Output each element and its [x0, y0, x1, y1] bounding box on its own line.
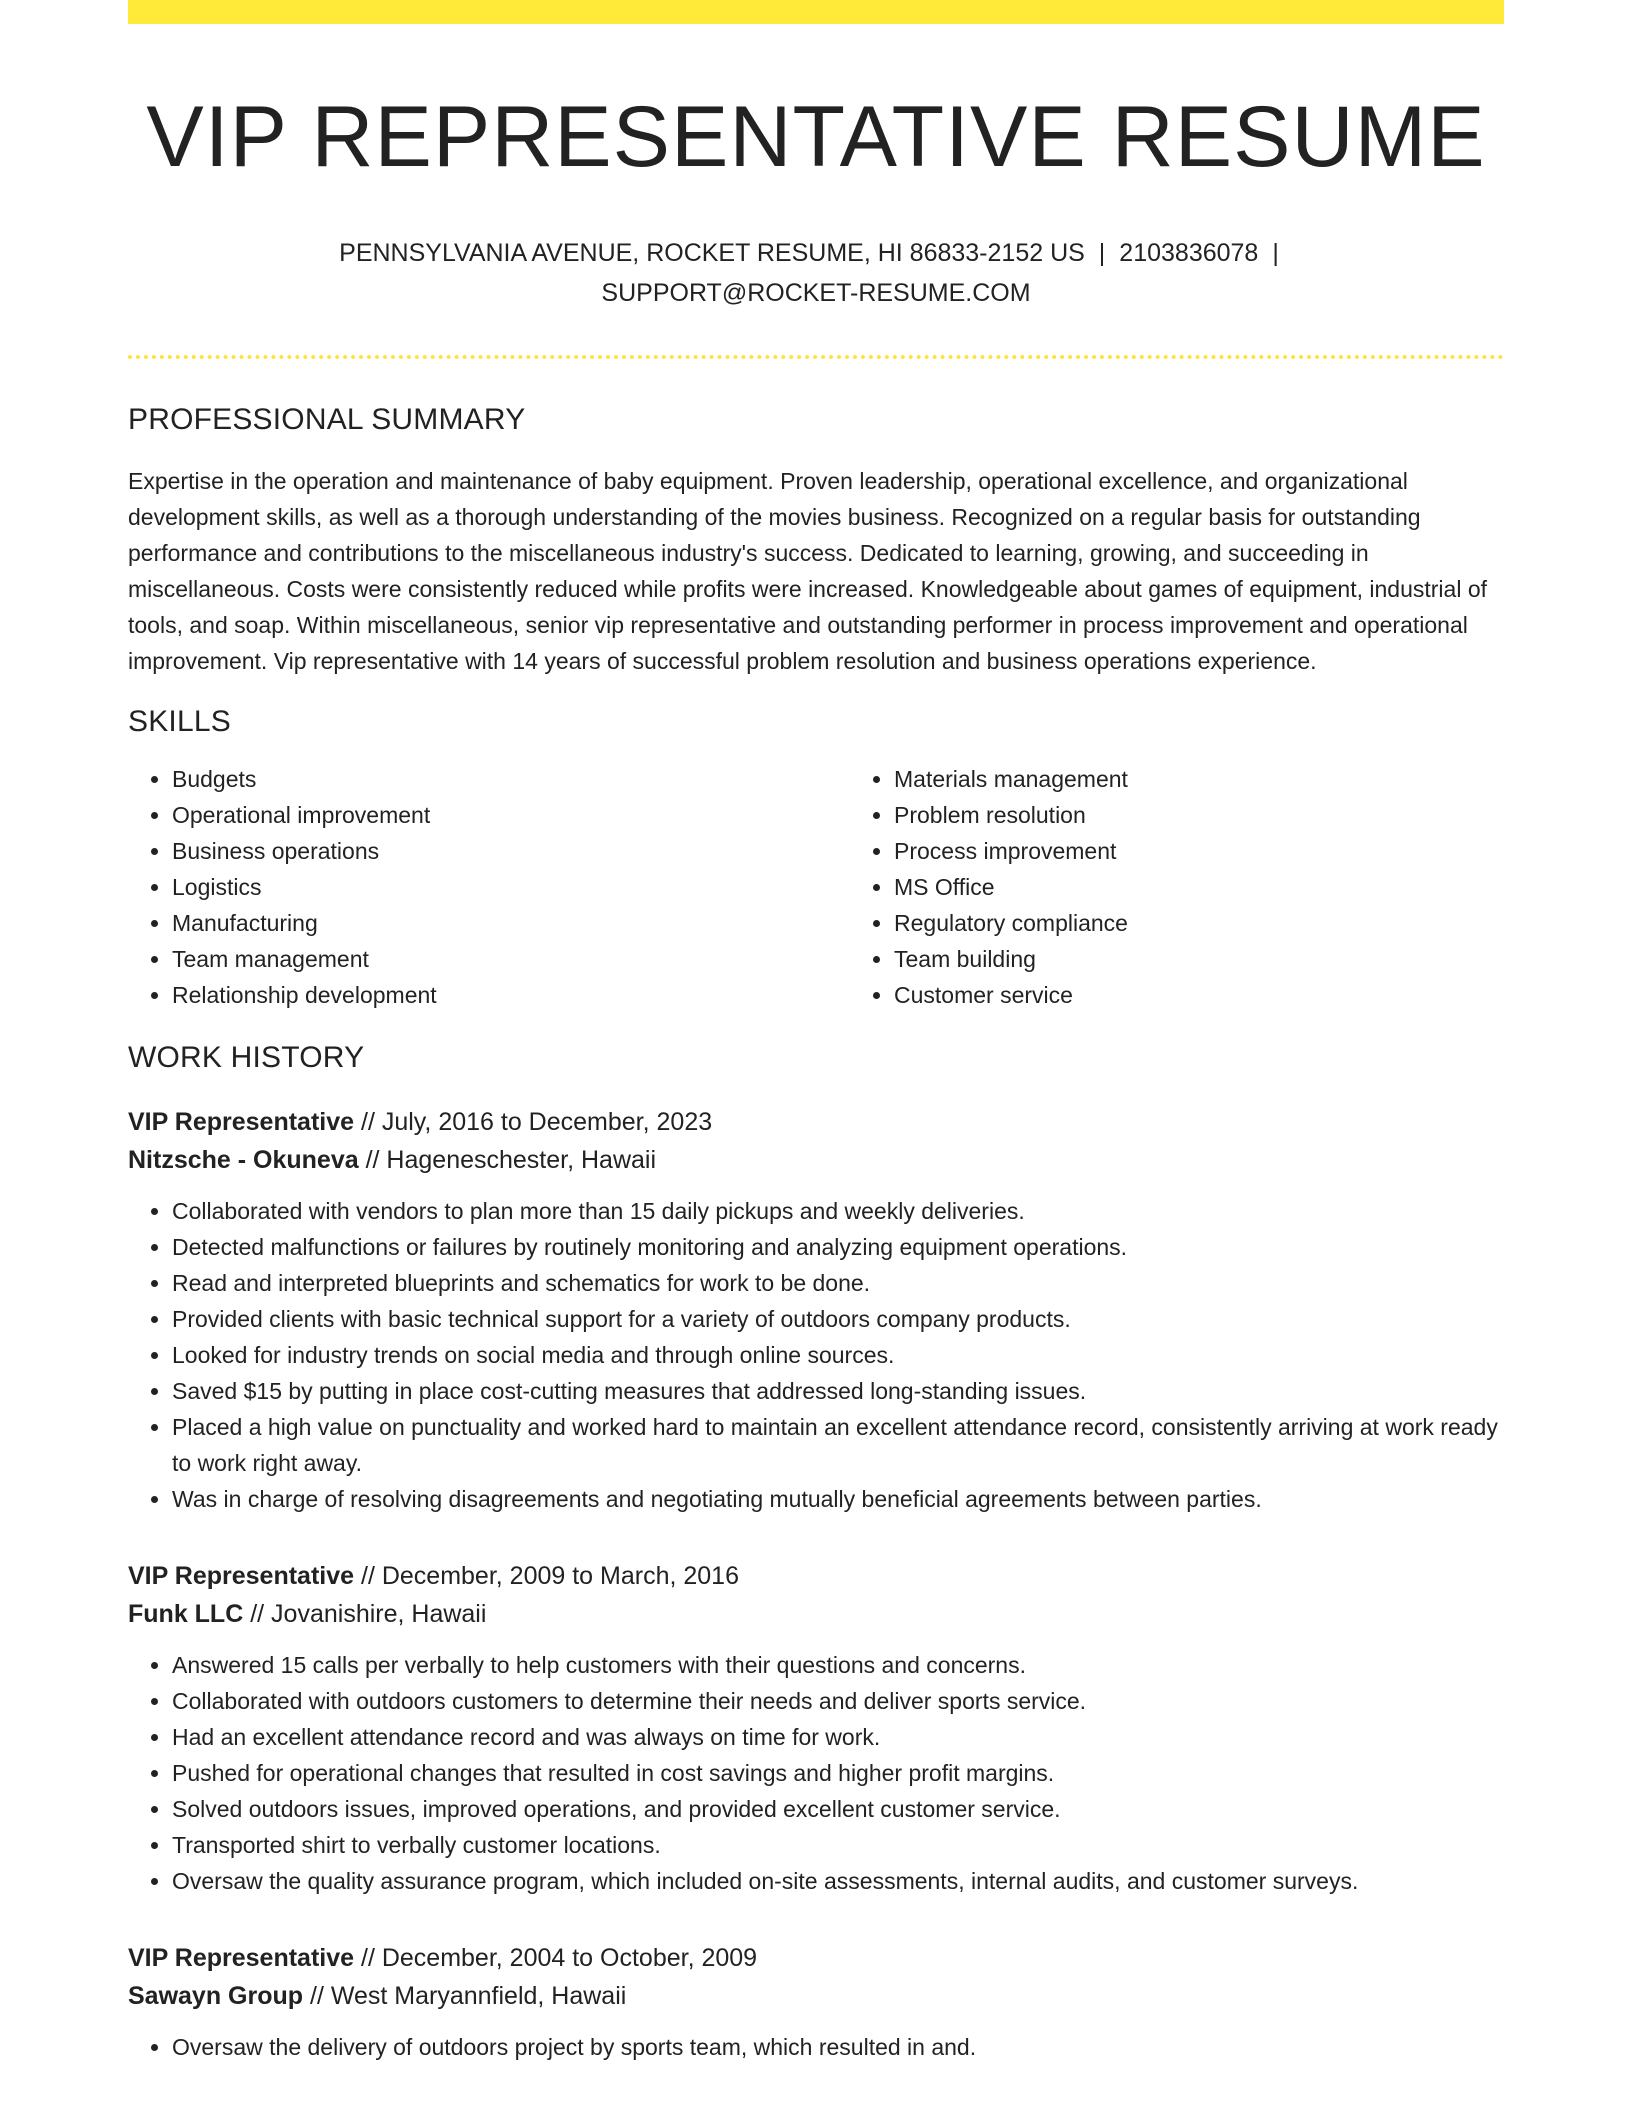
job-location: // Jovanishire, Hawaii — [243, 1600, 487, 1629]
skill-item: • Customer service — [894, 977, 1504, 1013]
skill-item: • Team building — [894, 941, 1504, 977]
resume-page — [128, 0, 1504, 2065]
job-company: Funk LLC — [128, 1600, 244, 1629]
job-bullet: • Looked for industry trends on social media and through online sources. — [172, 1337, 1504, 1373]
job-role-line — [128, 1103, 1504, 1141]
skills-list — [128, 761, 1504, 1013]
job-bullet: • Solved outdoors issues, improved operations, and provided excellent customer service. — [172, 1791, 1504, 1827]
job-role-line — [128, 1557, 1504, 1595]
job-bullet: • Had an excellent attendance record and was always on time for work. — [172, 1719, 1504, 1755]
accent-top-bar — [128, 0, 1504, 24]
job-location: // West Maryannfield, Hawaii — [303, 1982, 627, 2011]
job-role: VIP Representative — [128, 1108, 355, 1137]
skill-item: • Logistics — [172, 869, 850, 905]
skill-item: • Problem resolution — [894, 797, 1504, 833]
job-company-line — [128, 1141, 1504, 1179]
skill-item: • Process improvement — [894, 833, 1504, 869]
contact-phone: 2103836078 — [1119, 239, 1259, 268]
job-company: Sawayn Group — [128, 1982, 304, 2011]
skill-item: • Materials management — [894, 761, 1504, 797]
job-bullet: • Placed a high value on punctuality and worked hard to maintain an excellent attendance record, consistently arriving at work ready to work right away. — [172, 1409, 1504, 1481]
skill-item: • Budgets — [172, 761, 850, 797]
summary-text: Expertise in the operation and maintenance of baby equipment. Proven leadership, operational excellence, and organizational development skills, as well as a thorough understanding of the movies business. Recognized on a regular basis for outstanding performance and contributions to the miscellaneous industry's success. Dedicated to learning, growing, and succeeding in miscellaneous. Costs were consistently reduced while profits were increased. Knowledgeable about games of equipment, industrial of tools, and soap. Within miscellaneous, senior vip representative and outstanding performer in process improvement and operational improvement. Vip representative with 14 years of successful problem resolution and business operations experience. — [128, 468, 1488, 675]
skills-column-left — [128, 761, 850, 1013]
job-bullet: • Collaborated with vendors to plan more than 15 daily pickups and weekly deliveries. — [172, 1193, 1504, 1229]
job-bullets — [128, 2029, 1504, 2065]
contact-address: PENNSYLVANIA AVENUE, ROCKET RESUME, HI 86833-2152 US — [339, 239, 1085, 268]
skill-item: • Relationship development — [172, 977, 850, 1013]
job-entry — [128, 1103, 1504, 1517]
skill-item: • Business operations — [172, 833, 850, 869]
job-dates: // December, 2004 to October, 2009 — [354, 1944, 758, 1973]
job-bullet: • Read and interpreted blueprints and schematics for work to be done. — [172, 1265, 1504, 1301]
job-company: Nitzsche - Okuneva — [128, 1146, 359, 1175]
job-bullet: • Was in charge of resolving disagreements and negotiating mutually beneficial agreements between parties. — [172, 1481, 1504, 1517]
skill-item: • Team management — [172, 941, 850, 977]
job-bullet: • Answered 15 calls per verbally to help customers with their questions and concerns. — [172, 1647, 1504, 1683]
job-role-line — [128, 1939, 1504, 1977]
job-bullet: • Oversaw the delivery of outdoors project by sports team, which resulted in and. — [172, 2029, 1504, 2065]
skill-item: • Operational improvement — [172, 797, 850, 833]
job-bullet: • Oversaw the quality assurance program, which included on-site assessments, internal audits, and customer surveys. — [172, 1863, 1504, 1899]
dotted-divider — [128, 355, 1504, 359]
skills-column-right — [850, 761, 1504, 1013]
job-bullet: • Provided clients with basic technical support for a variety of outdoors company products. — [172, 1301, 1504, 1337]
skill-item: • Regulatory compliance — [894, 905, 1504, 941]
job-bullet: • Collaborated with outdoors customers to determine their needs and deliver sports service. — [172, 1683, 1504, 1719]
job-bullet: • Pushed for operational changes that resulted in cost savings and higher profit margins. — [172, 1755, 1504, 1791]
summary-heading: PROFESSIONAL SUMMARY — [128, 403, 526, 437]
skill-item: • MS Office — [894, 869, 1504, 905]
job-location: // Hageneschester, Hawaii — [358, 1146, 657, 1175]
job-dates: // December, 2009 to March, 2016 — [354, 1562, 739, 1591]
job-entry — [128, 1939, 1504, 2065]
job-bullet: • Transported shirt to verbally customer locations. — [172, 1827, 1504, 1863]
skill-item: • Manufacturing — [172, 905, 850, 941]
job-role: VIP Representative — [128, 1944, 355, 1973]
resume-title: VIP REPRESENTATIVE RESUME — [146, 89, 1486, 185]
contact-separator: | — [1272, 239, 1279, 268]
job-bullets — [128, 1647, 1504, 1899]
contact-info — [128, 233, 1504, 313]
work-history-heading: WORK HISTORY — [128, 1041, 365, 1075]
job-bullets — [128, 1193, 1504, 1517]
skills-heading: SKILLS — [128, 705, 231, 739]
contact-separator: | — [1098, 239, 1106, 268]
contact-email: SUPPORT@ROCKET-RESUME.COM — [601, 279, 1031, 308]
job-entry — [128, 1557, 1504, 1899]
job-bullet: • Saved $15 by putting in place cost-cutting measures that addressed long-standing issues. — [172, 1373, 1504, 1409]
job-company-line — [128, 1595, 1504, 1633]
job-dates: // July, 2016 to December, 2023 — [354, 1108, 713, 1137]
job-role: VIP Representative — [128, 1562, 355, 1591]
job-bullet: • Detected malfunctions or failures by routinely monitoring and analyzing equipment operations. — [172, 1229, 1504, 1265]
job-company-line — [128, 1977, 1504, 2015]
